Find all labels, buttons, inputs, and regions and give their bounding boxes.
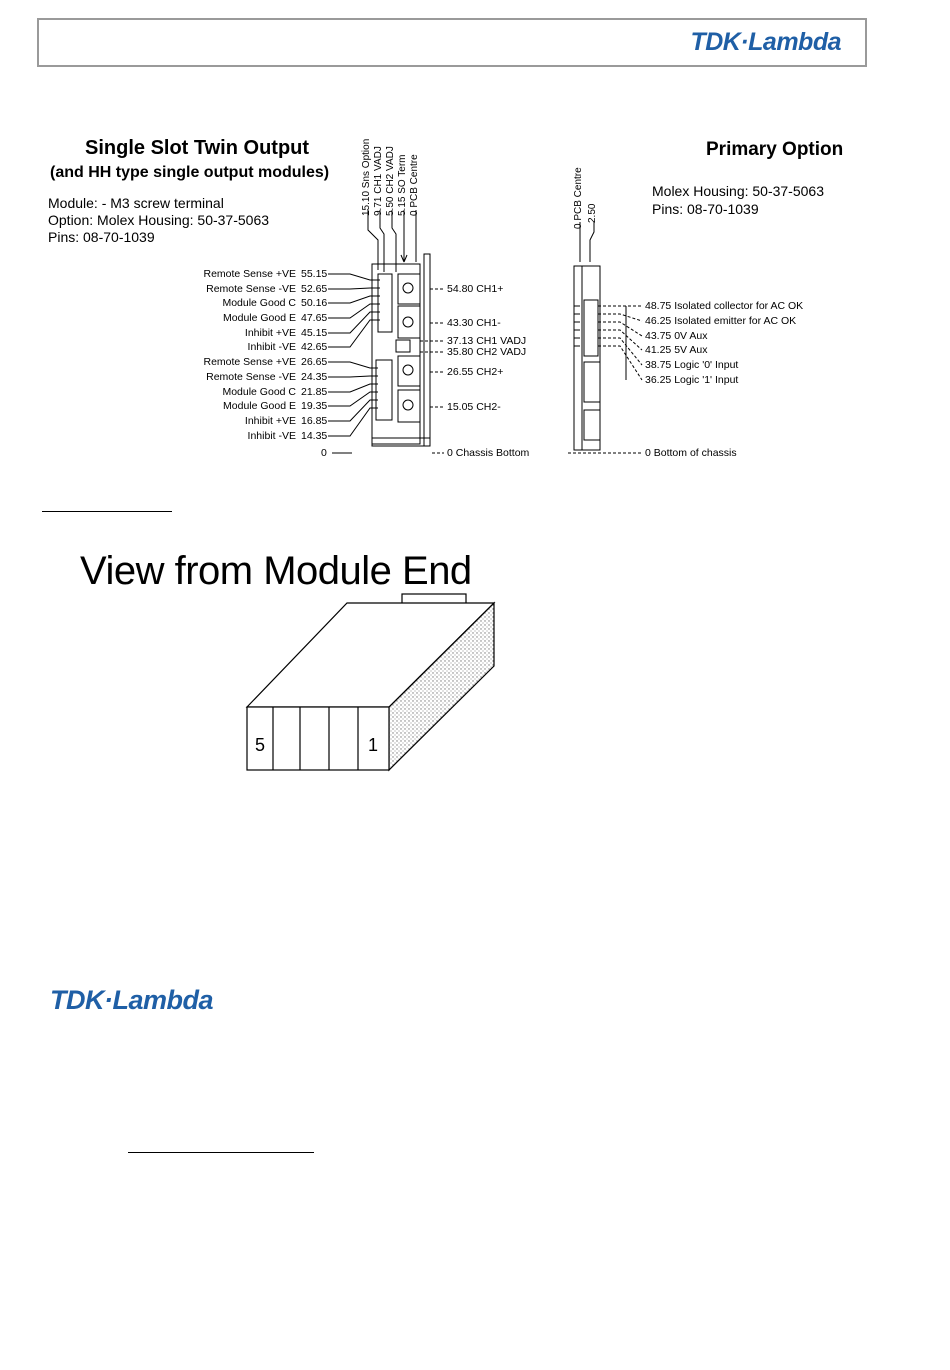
leader-line xyxy=(368,210,378,270)
top-label: 15.10 Sns Option xyxy=(361,138,372,216)
left-pin-value: 21.85 xyxy=(301,386,328,398)
left-pin-label: Module Good E xyxy=(223,312,296,324)
left-pin-value: 16.85 xyxy=(301,415,328,427)
leader-line xyxy=(590,222,594,262)
chassis-bottom-label: 0 Chassis Bottom xyxy=(447,447,530,459)
primary-connector xyxy=(584,300,598,356)
primary-pin-label: 46.25 Isolated emitter for AC OK xyxy=(645,315,797,327)
chassis-base xyxy=(372,438,430,446)
left-pin-value: 45.15 xyxy=(301,327,328,339)
ch2-screw xyxy=(403,365,413,375)
leader-line xyxy=(598,322,642,336)
lower-connector xyxy=(376,360,392,420)
ch2-terminal-bottom xyxy=(398,390,420,422)
tdk-lambda-logo: TDK·Lambda xyxy=(50,985,213,1015)
leader-line xyxy=(392,210,396,272)
top-label: 2.50 xyxy=(587,203,598,223)
module-terminal-text: Module: - M3 screw terminal xyxy=(48,195,224,211)
left-pin-value: 26.65 xyxy=(301,356,328,368)
left-pin-label: Remote Sense +VE xyxy=(203,356,296,368)
right-pin-label: 43.30 CH1- xyxy=(447,317,501,329)
left-pin-label: Remote Sense +VE xyxy=(203,268,296,280)
left-pin-value: 50.16 xyxy=(301,297,328,309)
horizontal-rule xyxy=(128,1152,314,1153)
left-pin-value: 55.15 xyxy=(301,268,328,280)
leader-line xyxy=(328,376,378,377)
leader-line xyxy=(328,384,378,392)
ch1-screw xyxy=(403,283,413,293)
left-pin-value: 19.35 xyxy=(301,400,328,412)
ch2-terminal-top xyxy=(398,356,420,386)
top-label: 5.50 CH2 VADJ xyxy=(385,146,396,216)
slot-number-right: 1 xyxy=(368,735,379,755)
horizontal-rule xyxy=(42,511,172,512)
right-pin-label: 54.80 CH1+ xyxy=(447,283,504,295)
left-pin-value: 14.35 xyxy=(301,430,328,442)
molex-pins-text: Pins: 08-70-1039 xyxy=(652,201,759,217)
molex-housing-text: Molex Housing: 50-37-5063 xyxy=(652,183,824,199)
module-front-plate xyxy=(372,264,420,444)
leader-line xyxy=(598,314,642,321)
leader-line xyxy=(328,362,378,368)
left-pin-value: 24.35 xyxy=(301,371,328,383)
top-label: 9.71 CH1 VADJ xyxy=(373,146,384,216)
left-pin-value: 52.65 xyxy=(301,283,328,295)
primary-pin-label: 38.75 Logic '0' Input xyxy=(645,359,739,371)
leader-line xyxy=(328,392,378,406)
vadj-pots xyxy=(396,340,410,352)
left-pin-label: Remote Sense -VE xyxy=(206,283,296,295)
ch1-terminal-bottom xyxy=(398,306,420,338)
leader-line xyxy=(328,400,378,421)
primary-block xyxy=(584,410,600,440)
left-pin-value: 42.65 xyxy=(301,341,328,353)
left-diagram-title: Single Slot Twin Output xyxy=(85,137,310,159)
primary-pin-label: 36.25 Logic '1' Input xyxy=(645,374,739,386)
zero-value: 0 xyxy=(321,447,327,459)
leader-line xyxy=(380,210,384,272)
ch2-screw xyxy=(403,400,413,410)
left-pin-label: Inhibit -VE xyxy=(247,341,296,353)
left-pin-label: Module Good C xyxy=(222,386,296,398)
top-label: 0 PCB Centre xyxy=(573,167,584,229)
slot-number-left: 5 xyxy=(255,735,266,755)
primary-front-plate xyxy=(582,266,600,450)
right-pin-label: 15.05 CH2- xyxy=(447,401,501,413)
primary-block xyxy=(584,362,600,402)
top-label: 0 PCB Centre xyxy=(409,154,420,216)
view-from-module-end-title: View from Module End xyxy=(80,549,472,593)
left-pin-label: Inhibit -VE xyxy=(247,430,296,442)
tdk-lambda-logo: TDK·Lambda xyxy=(690,28,841,56)
left-pin-label: Module Good E xyxy=(223,400,296,412)
right-pin-label: 35.80 CH2 VADJ xyxy=(447,346,527,358)
primary-pin-label: 48.75 Isolated collector for AC OK xyxy=(645,300,804,312)
left-pin-label: Remote Sense -VE xyxy=(206,371,296,383)
option-housing-text: Option: Molex Housing: 50-37-5063 xyxy=(48,212,270,228)
upper-connector xyxy=(378,274,392,332)
left-pin-value: 47.65 xyxy=(301,312,328,324)
left-pin-label: Module Good C xyxy=(222,297,296,309)
ch1-terminal-top xyxy=(398,274,420,304)
leader-line xyxy=(328,408,378,436)
left-pin-label: Inhibit +VE xyxy=(244,327,296,339)
primary-pins xyxy=(574,306,580,346)
top-label: 5.15 SO Term xyxy=(397,154,408,216)
bottom-of-chassis-label: 0 Bottom of chassis xyxy=(645,447,737,459)
primary-pcb xyxy=(574,266,582,450)
option-pins-text: Pins: 08-70-1039 xyxy=(48,229,155,245)
primary-option-title: Primary Option xyxy=(706,139,844,160)
left-diagram-subtitle: (and HH type single output modules) xyxy=(50,164,330,181)
ch1-screw xyxy=(403,317,413,327)
pcb-edge xyxy=(424,254,430,446)
left-pin-label: Inhibit +VE xyxy=(244,415,296,427)
leader-line xyxy=(598,338,642,365)
leader-line xyxy=(598,330,642,350)
leader-line xyxy=(598,346,642,380)
right-pin-label: 37.13 CH1 VADJ xyxy=(447,335,527,347)
right-pin-label: 26.55 CH2+ xyxy=(447,366,504,378)
primary-pin-label: 41.25 5V Aux xyxy=(645,344,708,356)
primary-pin-label: 43.75 0V Aux xyxy=(645,330,708,342)
